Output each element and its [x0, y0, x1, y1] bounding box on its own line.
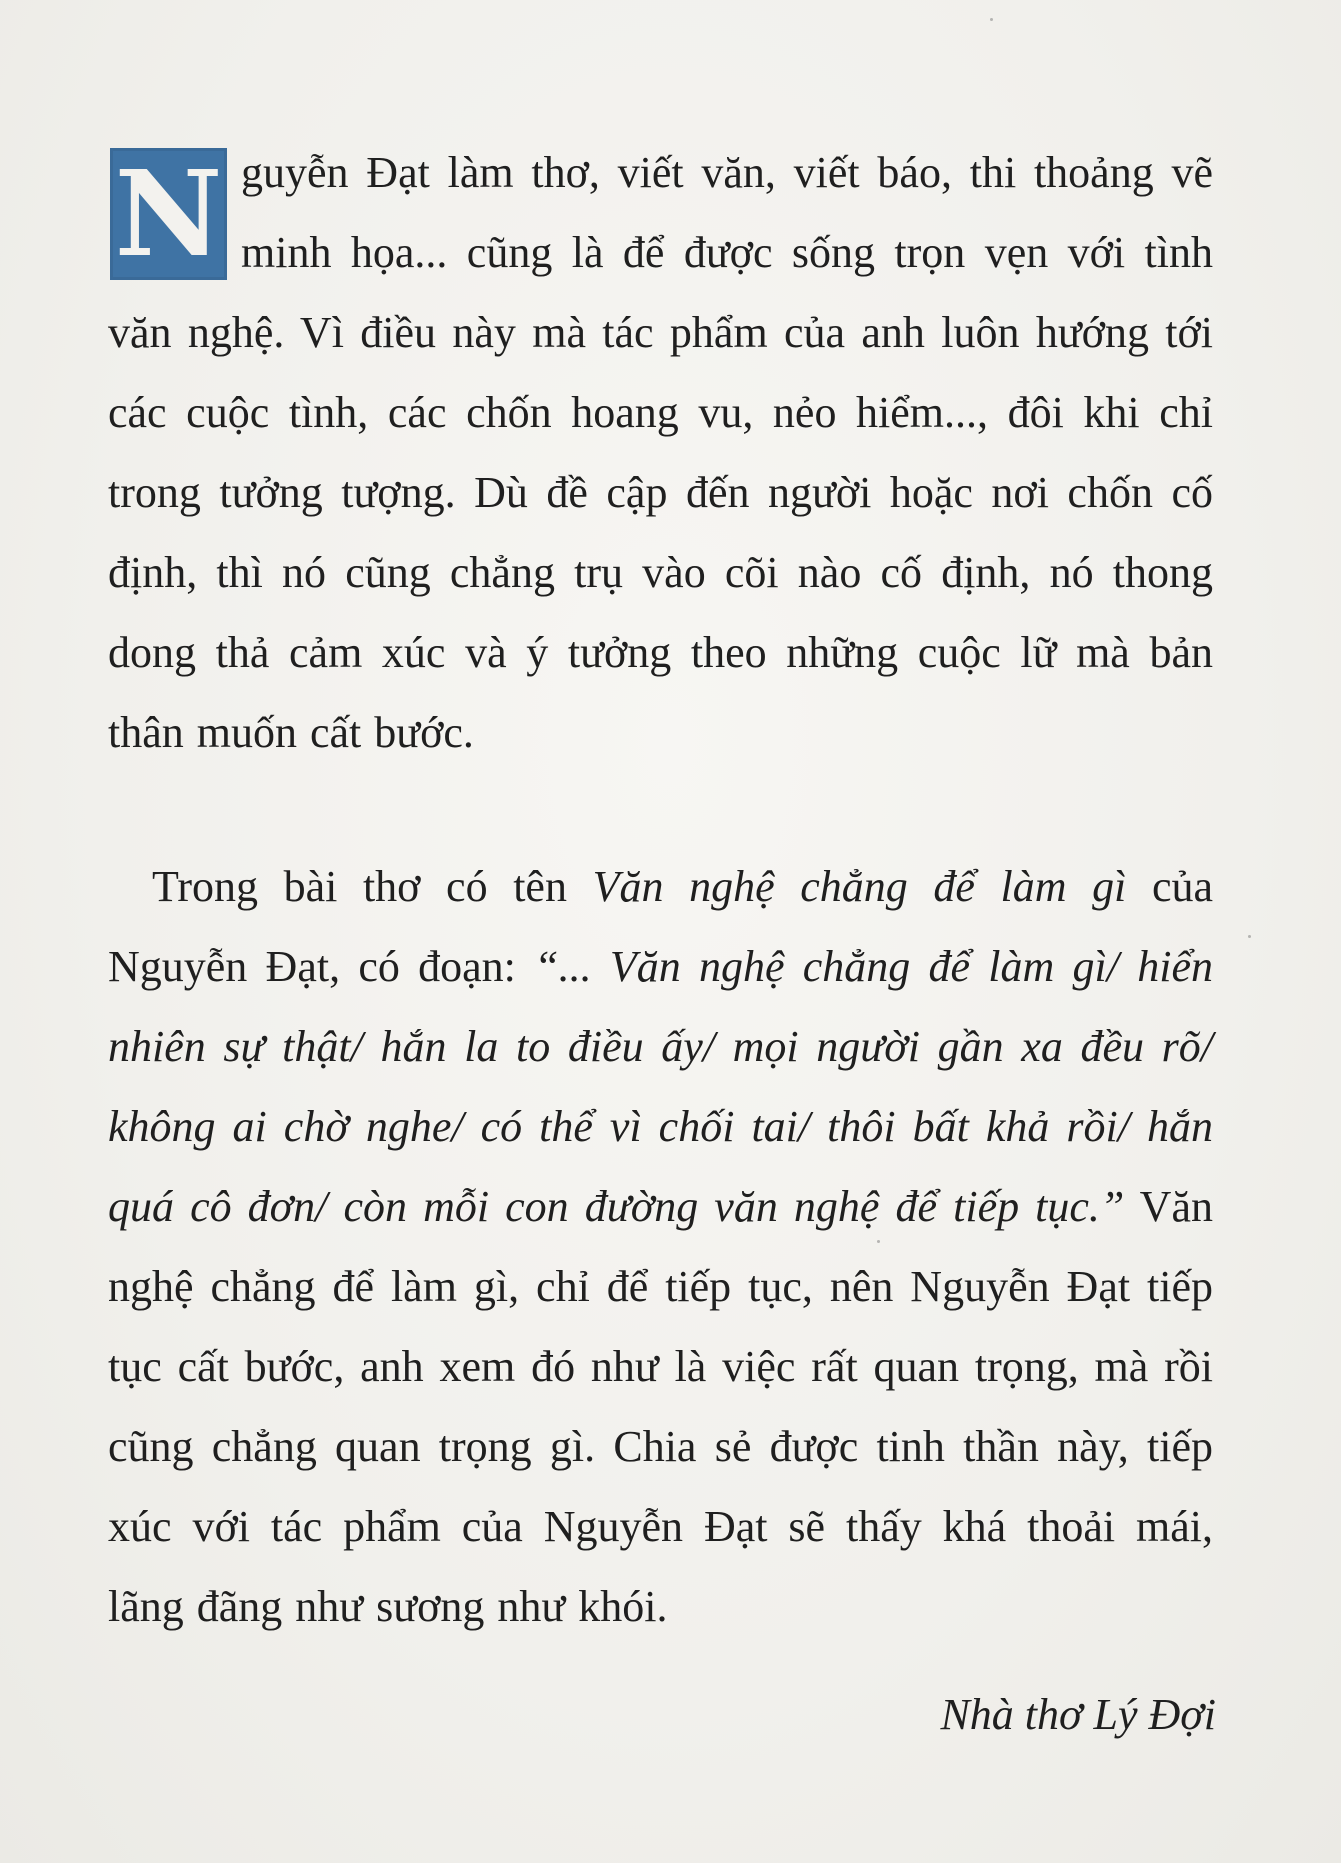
paragraph-1: [108, 133, 1213, 773]
paper-speck: [990, 18, 993, 21]
drop-cap-letter: N: [110, 148, 227, 280]
poem-quote: “... Văn nghệ chẳng để làm gì/ hiển nhiên sự thật/ hắn la to điều ấy/ mọi người gần xa đều rõ/ không ai chờ nghe/ có thể vì chối tai/ thôi bất khả rồi/ hắn quá cô đơn/ còn mỗi con đường văn nghệ để tiếp tục.”: [108, 942, 1214, 1231]
paragraph-2: [108, 847, 1213, 1647]
paragraph-2-after-title: của Nguyễn Đạt, có đoạn:: [108, 862, 1213, 991]
paragraph-2-intro: Trong bài thơ có tên: [152, 862, 593, 911]
paragraph-1-text: guyễn Đạt làm thơ, viết văn, viết báo, thi thoảng vẽ minh họa... cũng là để được sống trọn vẹn với tình văn nghệ. Vì điều này mà tác phẩm của anh luôn hướng tới các cuộc tình, các chốn hoang vu, nẻo hiểm..., đôi khi chỉ trong tưởng tượng. Dù đề cập đến người hoặc nơi chốn cố định, thì nó cũng chẳng trụ vào cõi nào cố định, nó thong dong thả cảm xúc và ý tưởng theo những cuộc lữ mà bản thân muốn cất bước.: [108, 148, 1213, 757]
author-signature: Nhà thơ Lý Đợi: [940, 1690, 1216, 1739]
paragraph-2-rest: Văn nghệ chẳng để làm gì, chỉ để tiếp tục, nên Nguyễn Đạt tiếp tục cất bước, anh xem đó như là việc rất quan trọng, mà rồi cũng chẳng quan trọng gì. Chia sẻ được tinh thần này, tiếp xúc với tác phẩm của Nguyễn Đạt sẽ thấy khá thoải mái, lãng đãng như sương như khói.: [108, 1182, 1213, 1631]
paper-speck: [877, 1240, 880, 1243]
poem-title: Văn nghệ chẳng để làm gì: [592, 862, 1127, 911]
paper-speck: [1248, 935, 1251, 938]
